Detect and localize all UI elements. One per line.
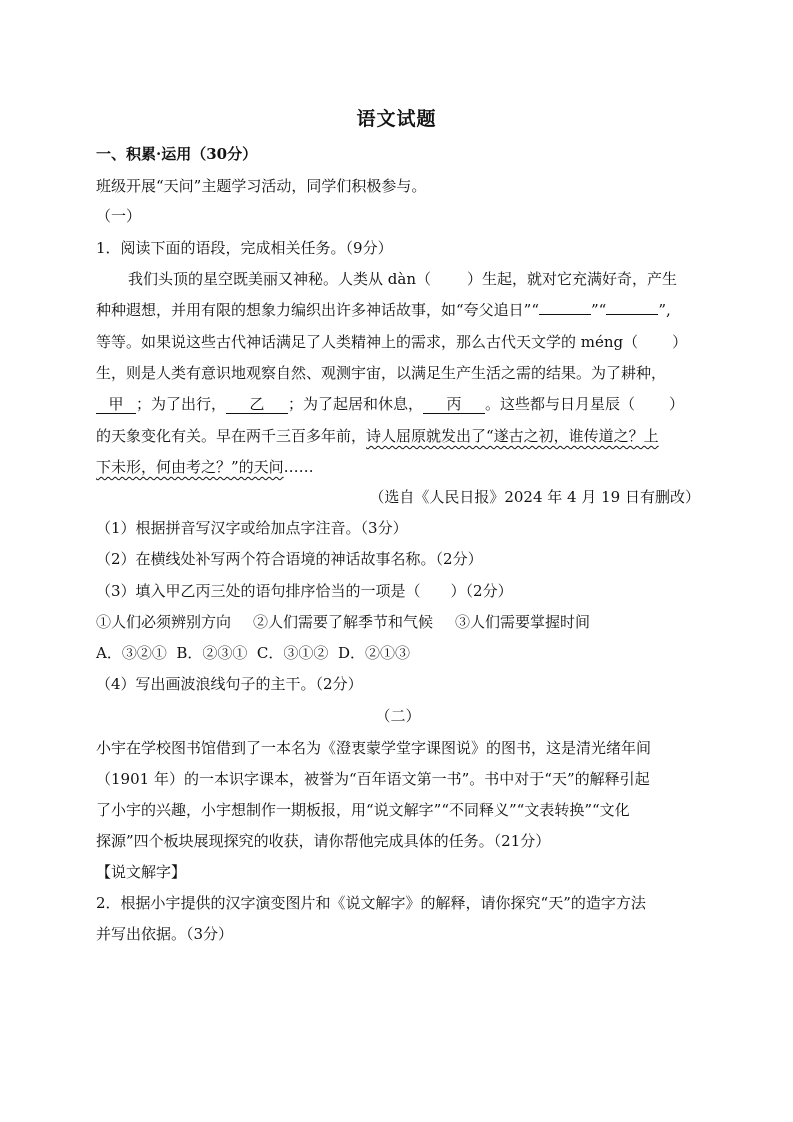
passage-text: ”“	[591, 301, 607, 319]
part-label-2: （二）	[375, 707, 421, 725]
section-intro: 班级开展“天问”主题学习活动，同学们积极参与。	[96, 177, 427, 195]
sub-question-1: （1）根据拼音写汉字或给加点字注音。（3分）	[96, 519, 408, 537]
question-2-line: 2．根据小宇提供的汉字演变图片和《说文解字》的解释，请你探究“天”的造字方法	[96, 894, 646, 912]
blank-yi[interactable]: 乙	[226, 395, 288, 414]
answer-blank[interactable]	[539, 314, 591, 315]
passage-text: ）	[669, 395, 685, 413]
passage-line-2	[96, 299, 700, 321]
passage-text: ……	[283, 458, 314, 476]
passage-line-1	[128, 268, 700, 290]
passage-text: ）生起，就对它充满好奇，产生	[466, 270, 677, 288]
sub-question-4: （4）写出画波浪线句子的主干。（2分）	[96, 675, 363, 693]
passage-text: 等等。如果说这些古代神话满足了人类精神上的需求，那么古代天文学的 méng（	[96, 333, 639, 351]
option-item: ②人们需要了解季节和气候	[253, 613, 434, 631]
sub-question-3: （3）填入甲乙丙三处的语句排序恰当的一项是（ ）（2分）	[96, 582, 513, 600]
part2-text-line: 小宇在学校图书馆借到了一本名为《澄衷蒙学堂字课图说》的图书，这是清光绪年间	[96, 739, 652, 757]
passage-line-6	[96, 425, 700, 447]
wavy-sentence-part-2: 下未形，何由考之？”的天问	[96, 458, 284, 476]
wavy-sentence-part-1: 诗人屈原就发出了“遂古之初，谁传道之？上	[366, 427, 659, 445]
passage-text: ”,	[658, 301, 671, 319]
sub-question-2: （2）在横线处补写两个符合语境的神话故事名称。（2分）	[96, 550, 483, 568]
answer-choices: A．③②① B．②③① C．③①② D．②①③	[96, 644, 410, 662]
passage-line-7	[96, 456, 700, 478]
answer-blank[interactable]	[606, 314, 658, 315]
passage-line-4: 生，则是人类有意识地观察自然、观测宇宙，以满足生产生活之需的结果。为了耕种，	[96, 364, 667, 382]
part2-text-line: （1901 年）的一本识字课本，被誉为“百年语文第一书”。书中对于“天”的解释引起	[96, 770, 650, 788]
passage-text: ；为了起居和休息，	[288, 395, 424, 413]
page-title: 语文试题	[356, 108, 437, 130]
option-item: ③人们需要掌握时间	[455, 613, 591, 631]
section-heading: 一、积累·运用（30分）	[96, 145, 258, 163]
blank-bing[interactable]: 丙	[423, 395, 485, 414]
passage-line-5	[96, 393, 700, 415]
passage-text: 的天象变化有关。早在两千三百多年前，	[96, 427, 367, 445]
passage-text: 。这些都与日月星辰（	[485, 395, 636, 413]
passage-text: ）	[672, 333, 688, 351]
passage-text: ；为了出行，	[136, 395, 227, 413]
part2-text-line: 了小宇的兴趣，小宇想制作一期板报，用“说文解字”“不同释义”“文表转换”“文化	[96, 801, 630, 819]
question-1-prompt: 1．阅读下面的语段，完成相关任务。（9分）	[96, 239, 393, 257]
part2-text-line: 探源”四个板块展现探究的收获，请你帮他完成具体的任务。（21分）	[96, 832, 551, 850]
option-item: ①人们必须辨别方向	[96, 613, 232, 631]
passage-text: 种种遐想，并用有限的想象力编织出许多神话故事，如“夸父追日”“	[96, 301, 540, 319]
options-line	[96, 611, 700, 633]
part-label-1: （一）	[96, 207, 142, 225]
blank-jia[interactable]: 甲	[96, 395, 136, 414]
passage-source: （选自《人民日报》2024 年 4 月 19 日有删改）	[369, 488, 700, 506]
question-2-line: 并写出依据。（3分）	[96, 925, 234, 943]
passage-text: 我们头顶的星空既美丽又神秘。人类从 dàn（	[128, 270, 431, 288]
block-title: 【说文解字】	[96, 863, 187, 881]
passage-line-3	[96, 331, 700, 353]
